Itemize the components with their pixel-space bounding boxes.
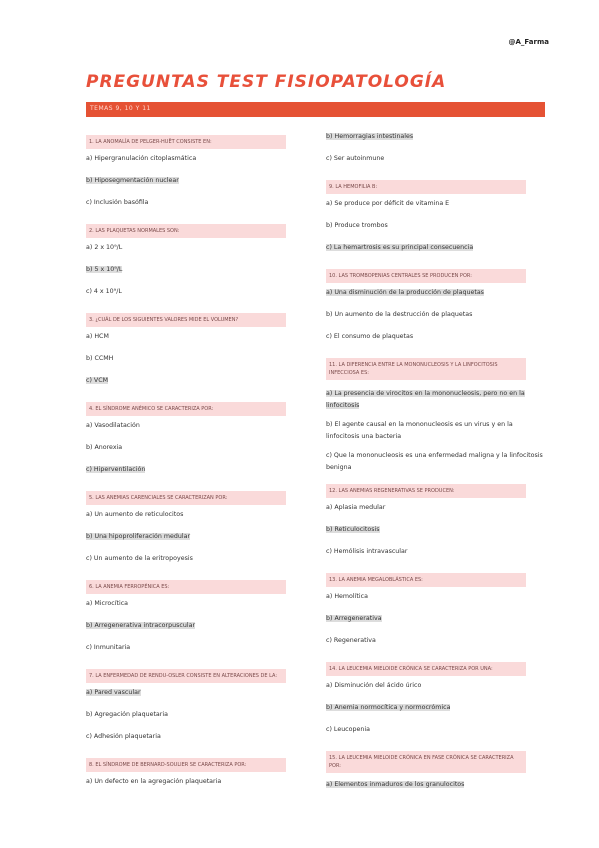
question-header: 7. LA ENFERMEDAD DE RENDU-OSLER CONSISTE EN ALTERACIONES DE LA: xyxy=(86,669,286,683)
question-header: 3. ¿CUÁL DE LOS SIGUIENTES VALORES MIDE EL VOLUMEN? xyxy=(86,313,286,327)
answer-option xyxy=(326,155,384,162)
answer-option-text: c) Que la mononucleosis es una enfermedad maligna y la linfocitosis benigna xyxy=(326,452,543,471)
answer-option-text: b) Hiposegmentación nuclear xyxy=(86,177,179,184)
answer-option-text: a) HCM xyxy=(86,333,109,340)
answer-option xyxy=(326,289,484,296)
question-header: 2. LAS PLAQUETAS NORMALES SON: xyxy=(86,224,286,238)
question-header: 8. EL SÍNDROME DE BERNARD-SOULIER SE CARACTERIZA POR: xyxy=(86,758,286,772)
question-header: 13. LA ANEMIA MEGALOBLÁSTICA ES: xyxy=(326,573,526,587)
answer-option xyxy=(86,333,109,340)
question-header: 4. EL SÍNDROME ANÉMICO SE CARACTERIZA POR: xyxy=(86,402,286,416)
section-banner xyxy=(86,102,545,117)
question-header: 9. LA HEMOFILIA B: xyxy=(326,180,526,194)
answer-option xyxy=(86,355,113,362)
answer-option-text: b) Anorexia xyxy=(86,444,123,451)
answer-option-text: c) VCM xyxy=(86,377,109,384)
question-header: 12. LAS ANEMIAS REGENERATIVAS SE PRODUCEN: xyxy=(326,484,526,498)
answer-option xyxy=(86,266,122,273)
answer-option xyxy=(326,704,450,711)
answer-option-text: b) Un aumento de la destrucción de plaquetas xyxy=(326,311,473,318)
answer-option xyxy=(86,555,193,562)
answer-option-text: b) Arregenerativa xyxy=(326,615,382,622)
answer-option-text: a) La presencia de virocitos en la mononucleosis, pero no en la linfocitosis xyxy=(326,390,525,409)
answer-option xyxy=(326,526,380,533)
answer-option-text: b) 5 x 10⁹/L xyxy=(86,266,123,273)
answer-option-text: a) Se produce por déficit de vitamina E xyxy=(326,200,450,207)
answer-option xyxy=(86,644,130,651)
answer-option-text: c) Un aumento de la eritropoyesis xyxy=(86,555,193,562)
answer-option xyxy=(326,781,464,788)
answer-option xyxy=(86,511,183,518)
answer-option-text: b) Produce trombos xyxy=(326,222,388,229)
answer-option xyxy=(86,377,108,384)
answer-option-text: b) Arregenerativa intracorpuscular xyxy=(86,622,196,629)
answer-option xyxy=(326,419,544,443)
answer-option xyxy=(326,615,382,622)
answer-option xyxy=(86,422,140,429)
answer-option-text: c) 4 x 10⁹/L xyxy=(86,288,122,295)
question-header: 5. LAS ANEMIAS CARENCIALES SE CARACTERIZAN POR: xyxy=(86,491,286,505)
answer-option-text: c) El consumo de plaquetas xyxy=(326,333,414,340)
answer-option-text: b) CCMH xyxy=(86,355,114,362)
answer-option-text: a) Una disminución de la producción de plaquetas xyxy=(326,289,484,296)
answer-option-text: a) Microcítica xyxy=(86,600,129,607)
answer-option-text: b) Hemorragias intestinales xyxy=(326,133,414,140)
question-header: 14. LA LEUCEMIA MIELOIDE CRÓNICA SE CARACTERIZA POR UNA: xyxy=(326,662,526,676)
page-title: PREGUNTAS TEST FISIOPATOLOGÍA xyxy=(86,72,447,92)
answer-option-text: a) Aplasia medular xyxy=(326,504,386,511)
answer-option xyxy=(86,155,196,162)
answer-option xyxy=(326,333,413,340)
answer-option xyxy=(86,288,122,295)
answer-option-text: a) Un defecto en la agregación plaquetaria xyxy=(86,778,222,785)
answer-option-text: c) Inclusión basófila xyxy=(86,199,149,206)
answer-option-text: a) Hipergranulación citoplasmática xyxy=(86,155,197,162)
answer-option xyxy=(326,593,368,600)
answer-option-text: a) Elementos inmaduros de los granulocitos xyxy=(326,781,465,788)
answer-option xyxy=(326,682,421,689)
author-handle: @A_Farma xyxy=(508,38,549,46)
answer-option xyxy=(326,637,376,644)
answer-option xyxy=(326,244,473,251)
answer-option xyxy=(86,600,128,607)
answer-option xyxy=(86,177,179,184)
answer-option xyxy=(326,133,413,140)
answer-option xyxy=(86,244,122,251)
answer-option-text: b) El agente causal en la mononucleosis es un virus y en la linfocitosis una bacteria xyxy=(326,421,513,440)
section-label: TEMAS 9, 10 Y 11 xyxy=(90,105,151,112)
answer-option-text: c) Hemólisis intravascular xyxy=(326,548,408,555)
answer-option-text: c) Adhesión plaquetaria xyxy=(86,733,161,740)
answer-option-text: c) Inmunitaria xyxy=(86,644,131,651)
answer-option-text: b) Una hipoproliferación medular xyxy=(86,533,191,540)
answer-option xyxy=(86,466,145,473)
question-header: 6. LA ANEMIA FERROPÉNICA ES: xyxy=(86,580,286,594)
answer-option xyxy=(86,622,195,629)
answer-option-text: c) Hiperventilación xyxy=(86,466,146,473)
question-header: 1. LA ANOMALÍA DE PELGER-HUËT CONSISTE EN: xyxy=(86,135,286,149)
question-header: 11. LA DIFERENCIA ENTRE LA MONONUCLEOSIS Y LA LINFOCITOSIS INFECCIOSA ES: xyxy=(326,358,526,380)
answer-option xyxy=(86,199,148,206)
answer-option xyxy=(326,504,385,511)
answer-option-text: a) Hemolítica xyxy=(326,593,368,600)
answer-option-text: a) Disminución del ácido úrico xyxy=(326,682,422,689)
answer-option-text: c) Leucopenia xyxy=(326,726,370,733)
answer-option xyxy=(326,311,472,318)
answer-option xyxy=(86,533,190,540)
answer-option xyxy=(326,222,388,229)
answer-option xyxy=(86,689,141,696)
answer-option-text: a) Pared vascular xyxy=(86,689,141,696)
question-header: 10. LAS TROMBOPENIAS CENTRALES SE PRODUCEN POR: xyxy=(326,269,526,283)
answer-option-text: a) Vasodilatación xyxy=(86,422,140,429)
answer-option xyxy=(326,548,408,555)
question-header: 15. LA LEUCEMIA MIELOIDE CRÓNICA EN FASE CRÓNICA SE CARACTERIZA POR: xyxy=(326,751,526,773)
answer-option xyxy=(86,733,161,740)
answer-option-text: c) Regenerativa xyxy=(326,637,376,644)
answer-option-text: b) Anemia normocítica y normocrómica xyxy=(326,704,451,711)
answer-option xyxy=(326,200,449,207)
answer-option-text: a) Un aumento de reticulocitos xyxy=(86,511,184,518)
answer-option xyxy=(326,726,370,733)
answer-option-text: b) Reticulocitosis xyxy=(326,526,380,533)
answer-option xyxy=(86,711,168,718)
answer-option-text: c) Ser autoinmune xyxy=(326,155,385,162)
answer-option xyxy=(326,388,544,412)
answer-option xyxy=(86,444,122,451)
answer-option xyxy=(326,450,544,474)
answer-option xyxy=(86,778,221,785)
answer-option-text: a) 2 x 10⁹/L xyxy=(86,244,123,251)
answer-option-text: b) Agregación plaquetaria xyxy=(86,711,168,718)
answer-option-text: c) La hemartrosis es su principal consecuencia xyxy=(326,244,474,251)
